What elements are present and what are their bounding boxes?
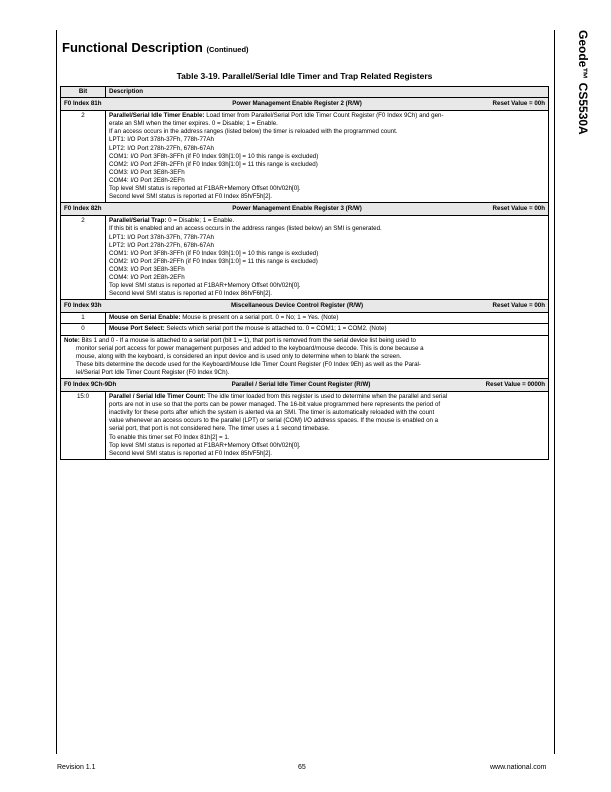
bit-cell: 2: [61, 111, 106, 203]
bit-cell: 1: [61, 313, 106, 324]
note-line: mouse, along with the keyboard, is considered an input device and is used only to determine when to blank the screen.: [76, 352, 402, 360]
description-line: Top level SMI status is reported at F1BAR+Memory Offset 00h/02h[0].: [109, 282, 301, 290]
table-row: [61, 313, 549, 324]
description-line: Top level SMI status is reported at F1BAR+Memory Offset 00h/02h[0].: [109, 185, 301, 193]
field-text: Selects which serial port the mouse is attached to. 0 = COM1; 1 = COM2. (Note): [164, 325, 387, 333]
description-line: LPT2: I/O Port 278h-27Fh, 678h-67Ah: [109, 144, 214, 152]
reset-value: Reset Value = 00h: [492, 302, 545, 310]
note-line: lel/Serial Port Idle Timer Count Register (F0 Index 9Ch).: [76, 368, 230, 376]
description-line: If this bit is enabled and an access occurs in the address ranges (listed below) an SMI is generated.: [109, 225, 382, 233]
register-section-header: [61, 379, 549, 392]
description-line: LPT2: I/O Port 278h-27Fh, 678h-67Ah: [109, 241, 214, 249]
reset-value: Reset Value = 0000h: [485, 381, 545, 388]
description-line: LPT1: I/O Port 378h-37Fh, 778h-77Ah: [109, 233, 214, 241]
footer-revision: Revision 1.1: [57, 764, 96, 771]
description-first-line: [109, 325, 545, 333]
register-index: F0 Index 82h: [64, 205, 102, 213]
side-title-text: Geode™ CS5530A: [576, 30, 590, 135]
register-name: Miscellaneous Device Control Register (R/W): [231, 302, 364, 310]
field-text: 0 = Disable; 1 = Enable.: [166, 217, 235, 225]
section-header-content: [64, 100, 545, 108]
section-header-cell: [61, 203, 549, 216]
description-first-line: [109, 393, 545, 401]
description-cell: [106, 324, 549, 335]
description-line: Second level SMI status is reported at F0 Index 86h/F6h[2].: [109, 290, 273, 298]
description-first-line: [109, 314, 545, 322]
description-line: COM3: I/O Port 3E8h-3EFh: [109, 168, 185, 176]
section-header-cell: [61, 98, 549, 111]
section-header-content: [64, 381, 545, 389]
section-header-content: [64, 205, 545, 213]
note-line: These bits determine the decode used for the Keyboard/Mouse Idle Timer Count Register (F0 Index 9Eh) as well as the Paral-: [76, 360, 421, 368]
description-line: COM2: I/O Port 2F8h-2FFh (if F0 Index 93h[1:0] = 11 this range is excluded): [109, 160, 318, 168]
field-name: Parallel/Serial Trap:: [109, 217, 167, 225]
description-first-line: [109, 217, 545, 225]
register-index: F0 Index 81h: [64, 100, 102, 108]
description-line: COM3: I/O Port 3E8h-3EFh: [109, 265, 185, 273]
bit-cell: 0: [61, 324, 106, 335]
note-first-line: [64, 337, 545, 345]
table-body: [61, 98, 549, 460]
section-header-content: [64, 302, 545, 310]
description-line: Second level SMI status is reported at F0 Index 85h/F5h[2].: [109, 449, 273, 457]
description-line: COM4: I/O Port 2E8h-2EFh: [109, 176, 185, 184]
register-index: F0 Index 9Ch-9Dh: [64, 381, 117, 388]
register-section-header: [61, 300, 549, 313]
description-first-line: [109, 112, 545, 120]
field-text: Load timer from Parallel/Serial Port Idle Timer Count Register (F0 Index 9Ch) and gen-: [204, 112, 444, 120]
table-row: [61, 324, 549, 335]
section-header-cell: [61, 300, 549, 313]
register-index: F0 Index 93h: [64, 302, 102, 310]
description-line: COM4: I/O Port 2E8h-2EFh: [109, 273, 185, 281]
register-table: [60, 86, 549, 460]
description-line: COM2: I/O Port 2F8h-2FFh (if F0 Index 93h[1:0] = 11 this range is excluded): [109, 257, 318, 265]
description-cell: [106, 216, 549, 300]
description-line: Top level SMI status is reported at F1BAR+Memory Offset 00h/02h[0].: [109, 441, 301, 449]
field-name: Mouse Port Select:: [109, 325, 165, 333]
description-cell: [106, 111, 549, 203]
field-text: The idle timer loaded from this register is used to determine when the parallel and serial: [205, 393, 448, 401]
bit-column-header: Bit: [61, 87, 106, 98]
description-line: erate an SMI when the timer expires. 0 = Disable; 1 = Enable.: [109, 120, 278, 128]
description-line: COM1: I/O Port 3F8h-3FFh (if F0 Index 93h[1:0] = 10 this range is excluded): [109, 152, 319, 160]
register-name: Power Management Enable Register 2 (R/W): [232, 100, 362, 108]
description-line: ports are not in use so that the ports can be power managed. The 16-bit value programmed here represents the period of: [109, 401, 441, 409]
footer-website: www.national.com: [490, 764, 547, 771]
heading-title: Functional Description: [62, 40, 203, 55]
footer-page-number: 65: [298, 764, 306, 771]
bit-cell: 2: [61, 216, 106, 300]
register-name: Parallel / Serial Idle Timer Count Register (R/W): [231, 381, 371, 388]
table-row: [61, 392, 549, 460]
description-line: inactivity for these ports after which the system is alerted via an SMI. The timer is automatically reloaded with the count: [109, 409, 435, 417]
description-line: Second level SMI status is reported at F0 Index 85h/F5h[2].: [109, 193, 273, 201]
reset-value: Reset Value = 00h: [492, 100, 545, 108]
description-column-header: Description: [106, 87, 549, 98]
reset-value: Reset Value = 00h: [492, 205, 545, 213]
bit-cell: 15:0: [61, 392, 106, 460]
register-section-header: [61, 203, 549, 216]
note-row: [61, 335, 549, 378]
description-line: LPT1: I/O Port 378h-37Fh, 778h-77Ah: [109, 136, 214, 144]
field-name: Mouse on Serial Enable:: [109, 314, 181, 322]
description-cell: [106, 392, 549, 460]
description-line: To enable this timer set F0 Index 81h[2] = 1.: [109, 433, 230, 441]
register-section-header: [61, 98, 549, 111]
description-line: value whenever an access occurs to the parallel (LPT) or serial (COM) I/O address spaces. If the mouse is enabled on a: [109, 417, 439, 425]
description-line: serial port, that port is not considered here. The timer uses a 1 second timebase.: [109, 425, 330, 433]
side-title: [570, 30, 590, 230]
table-row: [61, 216, 549, 300]
note-line: monitor serial port access for power management purposes and added to the keyboard/mouse decode. This is done because a: [76, 344, 424, 352]
note-label: Note:: [64, 336, 80, 344]
table-title: Table 3-19. Parallel/Serial Idle Timer and Trap Related Registers: [176, 71, 433, 81]
field-name: Parallel / Serial Idle Timer Count:: [109, 393, 206, 401]
field-text: Mouse is present on a serial port. 0 = No; 1 = Yes. (Note): [180, 314, 339, 322]
field-name: Parallel/Serial Idle Timer Enable:: [109, 112, 205, 120]
page-heading: [62, 40, 249, 55]
table-row: [61, 111, 549, 203]
section-header-cell: [61, 379, 549, 392]
register-name: Power Management Enable Register 3 (R/W): [232, 205, 362, 213]
description-line: If an access occurs in the address ranges (listed below) the timer is reloaded with the programmed count.: [109, 128, 398, 136]
note-text: Bits 1 and 0 - If a mouse is attached to a serial port (bit 1 = 1), that port is removed from the serial device list being used to: [79, 336, 416, 344]
note-cell: [61, 335, 549, 378]
description-line: COM1: I/O Port 3F8h-3FFh (if F0 Index 93h[1:0] = 10 this range is excluded): [109, 249, 319, 257]
table-header-row: [61, 87, 549, 98]
heading-suffix: (Continued): [206, 45, 249, 54]
description-cell: [106, 313, 549, 324]
